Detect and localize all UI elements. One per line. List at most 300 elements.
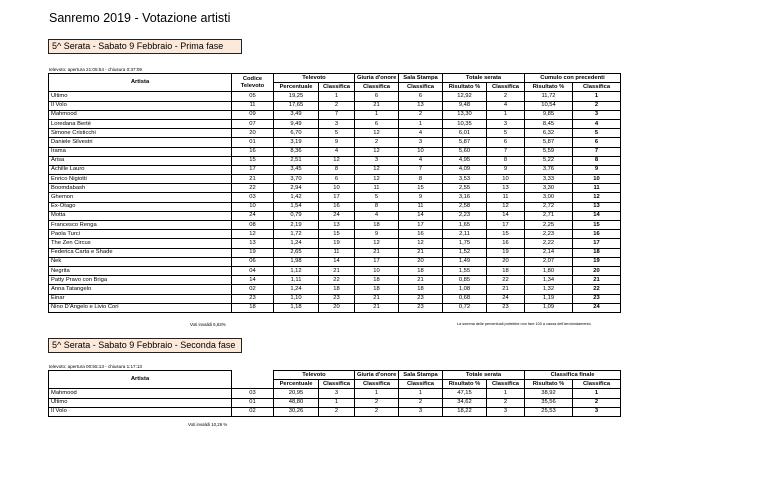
artist-cell: Daniele Silvestri: [49, 138, 232, 147]
televote-rank-cell: 18: [319, 285, 355, 294]
cumulative-rank-cell: 13: [573, 202, 621, 211]
code-cell: 03: [232, 389, 274, 398]
cumulative-rank-cell: 5: [573, 129, 621, 138]
total-pct-cell: 4,95: [443, 156, 487, 165]
televote-rank-cell: 8: [319, 165, 355, 174]
table-row: [49, 398, 621, 407]
cumulative-rank-cell: 9: [573, 165, 621, 174]
total-pct-cell: 2,55: [443, 184, 487, 193]
header-artist: Artista: [49, 74, 232, 92]
total-rank-cell: 2: [487, 92, 525, 101]
code-cell: 01: [232, 138, 274, 147]
code-cell: 23: [232, 294, 274, 303]
subheader-percentuale: Percentuale: [274, 83, 319, 92]
stampa-rank-cell: 10: [399, 147, 443, 156]
table-row: [49, 110, 621, 119]
televote-pct-cell: 1,42: [274, 193, 319, 202]
televote-pct-cell: 2,19: [274, 221, 319, 230]
stampa-rank-cell: 23: [399, 303, 443, 312]
giuria-rank-cell: 12: [355, 175, 399, 184]
code-cell: 11: [232, 101, 274, 110]
stampa-rank-cell: 15: [399, 184, 443, 193]
televote-info-first-phase: televoto: apertura 21:05:54 - chiusura 0:37:09: [49, 67, 142, 72]
header-giuria: Giuria d'onore: [355, 74, 399, 83]
total-pct-cell: 0,72: [443, 303, 487, 312]
artist-cell: Patty Pravo con Briga: [49, 276, 232, 285]
giuria-rank-cell: 9: [355, 230, 399, 239]
section-title-first-phase: 5^ Serata - Sabato 9 Febbraio - Prima fase: [48, 39, 242, 54]
televote-pct-cell: 1,24: [274, 239, 319, 248]
cumulative-pct-cell: 1,34: [525, 276, 573, 285]
table-row: [49, 303, 621, 312]
code-cell: 22: [232, 184, 274, 193]
table-row: [49, 276, 621, 285]
table-row: [49, 147, 621, 156]
artist-cell: Mahmood: [49, 389, 232, 398]
total-rank-cell: 4: [487, 101, 525, 110]
giuria-rank-cell: 12: [355, 147, 399, 156]
televote-rank-cell: 13: [319, 221, 355, 230]
total-rank-cell: 13: [487, 184, 525, 193]
artist-cell: Nino D'Angelo e Livio Cori: [49, 303, 232, 312]
subheader-classifica: Classifica: [573, 380, 621, 389]
total-rank-cell: 14: [487, 211, 525, 220]
giuria-rank-cell: 18: [355, 221, 399, 230]
total-pct-cell: 5,60: [443, 147, 487, 156]
giuria-rank-cell: 21: [355, 101, 399, 110]
table-row: [49, 92, 621, 101]
giuria-rank-cell: 2: [355, 138, 399, 147]
giuria-rank-cell: 12: [355, 239, 399, 248]
stampa-rank-cell: 2: [399, 398, 443, 407]
stampa-rank-cell: 23: [399, 294, 443, 303]
televote-rank-cell: 14: [319, 257, 355, 266]
cumulative-rank-cell: 18: [573, 248, 621, 257]
artist-cell: Enrico Nigiotti: [49, 175, 232, 184]
header-finale: Classifica finale: [525, 371, 621, 380]
cumulative-rank-cell: 23: [573, 294, 621, 303]
artist-cell: Einar: [49, 294, 232, 303]
giuria-rank-cell: 10: [355, 266, 399, 275]
televote-pct-cell: 6,70: [274, 129, 319, 138]
total-pct-cell: 6,01: [443, 129, 487, 138]
giuria-rank-cell: 21: [355, 248, 399, 257]
televote-rank-cell: 10: [319, 184, 355, 193]
televote-pct-cell: 3,49: [274, 110, 319, 119]
cumulative-pct-cell: 2,23: [525, 230, 573, 239]
artist-cell: Ghemon: [49, 193, 232, 202]
section-title-second-phase: 5^ Serata - Sabato 9 Febbraio - Seconda fase: [48, 338, 242, 353]
televote-pct-cell: 1,54: [274, 202, 319, 211]
total-rank-cell: 18: [487, 266, 525, 275]
cumulative-rank-cell: 1: [573, 92, 621, 101]
subheader-risultato: Risultato %: [525, 83, 573, 92]
giuria-rank-cell: 18: [355, 276, 399, 285]
televote-rank-cell: 1: [319, 398, 355, 407]
total-rank-cell: 16: [487, 239, 525, 248]
stampa-rank-cell: 14: [399, 211, 443, 220]
televote-pct-cell: 1,18: [274, 303, 319, 312]
code-cell: 10: [232, 202, 274, 211]
code-cell: 08: [232, 221, 274, 230]
cumulative-pct-cell: 9,85: [525, 110, 573, 119]
giuria-rank-cell: 6: [355, 92, 399, 101]
total-rank-cell: 23: [487, 303, 525, 312]
table-row: [49, 193, 621, 202]
table-row: [49, 257, 621, 266]
cumulative-pct-cell: 2,07: [525, 257, 573, 266]
total-rank-cell: 19: [487, 248, 525, 257]
televote-rank-cell: 1: [319, 92, 355, 101]
code-cell: 01: [232, 398, 274, 407]
cumulative-rank-cell: 12: [573, 193, 621, 202]
cumulative-pct-cell: 5,87: [525, 138, 573, 147]
giuria-rank-cell: 8: [355, 202, 399, 211]
artist-cell: Federica Carta e Shade: [49, 248, 232, 257]
code-cell: 06: [232, 257, 274, 266]
artist-cell: Il Volo: [49, 101, 232, 110]
code-cell: 02: [232, 407, 274, 416]
table-row: [49, 101, 621, 110]
televote-rank-cell: 15: [319, 230, 355, 239]
televote-rank-cell: 2: [319, 407, 355, 416]
televote-rank-cell: 3: [319, 119, 355, 128]
cumulative-rank-cell: 3: [573, 110, 621, 119]
final-pct-cell: 38,92: [525, 389, 573, 398]
table-row: [49, 156, 621, 165]
artist-cell: Arisa: [49, 156, 232, 165]
artist-cell: Simone Cristicchi: [49, 129, 232, 138]
total-rank-cell: 5: [487, 129, 525, 138]
stampa-rank-cell: 4: [399, 156, 443, 165]
artist-cell: Ex-Otago: [49, 202, 232, 211]
code-cell: 21: [232, 175, 274, 184]
total-pct-cell: 1,65: [443, 221, 487, 230]
total-rank-cell: 3: [487, 119, 525, 128]
televote-pct-cell: 30,26: [274, 407, 319, 416]
subheader-classifica: Classifica: [573, 83, 621, 92]
cumulative-rank-cell: 20: [573, 266, 621, 275]
televote-rank-cell: 17: [319, 193, 355, 202]
total-pct-cell: 2,58: [443, 202, 487, 211]
code-cell: 17: [232, 165, 274, 174]
cumulative-pct-cell: 3,00: [525, 193, 573, 202]
cumulative-pct-cell: 8,45: [525, 119, 573, 128]
cumulative-rank-cell: 8: [573, 156, 621, 165]
giuria-rank-cell: 2: [355, 407, 399, 416]
cumulative-rank-cell: 7: [573, 147, 621, 156]
cumulative-rank-cell: 24: [573, 303, 621, 312]
televote-rank-cell: 3: [319, 389, 355, 398]
televote-pct-cell: 0,79: [274, 211, 319, 220]
header-stampa: Sala Stampa: [399, 74, 443, 83]
giuria-rank-cell: 11: [355, 184, 399, 193]
total-rank-cell: 12: [487, 202, 525, 211]
final-pct-cell: 35,56: [525, 398, 573, 407]
televote-rank-cell: 12: [319, 156, 355, 165]
stampa-rank-cell: 3: [399, 407, 443, 416]
giuria-rank-cell: 1: [355, 389, 399, 398]
code-cell: 02: [232, 285, 274, 294]
header-code: Codice Televoto: [232, 74, 274, 92]
giuria-rank-cell: 6: [355, 119, 399, 128]
table-row: [49, 184, 621, 193]
artist-cell: Francesco Renga: [49, 221, 232, 230]
total-pct-cell: 9,48: [443, 101, 487, 110]
televote-rank-cell: 2: [319, 101, 355, 110]
code-cell: 04: [232, 266, 274, 275]
artist-cell: Mahmood: [49, 110, 232, 119]
total-pct-cell: 1,52: [443, 248, 487, 257]
subheader-percentuale: Percentuale: [274, 380, 319, 389]
header-totale: Totale serata: [443, 371, 525, 380]
televote-pct-cell: 2,65: [274, 248, 319, 257]
cumulative-rank-cell: 14: [573, 211, 621, 220]
cumulative-rank-cell: 22: [573, 285, 621, 294]
table-row: [49, 129, 621, 138]
artist-cell: Boomdabash: [49, 184, 232, 193]
cumulative-pct-cell: 1,80: [525, 266, 573, 275]
artist-cell: Motta: [49, 211, 232, 220]
code-cell: 15: [232, 156, 274, 165]
header-totale: Totale serata: [443, 74, 525, 83]
total-rank-cell: 15: [487, 230, 525, 239]
televote-pct-cell: 3,45: [274, 165, 319, 174]
total-rank-cell: 11: [487, 193, 525, 202]
total-pct-cell: 1,75: [443, 239, 487, 248]
total-pct-cell: 0,85: [443, 276, 487, 285]
total-rank-cell: 9: [487, 165, 525, 174]
cumulative-rank-cell: 16: [573, 230, 621, 239]
cumulative-pct-cell: 1,09: [525, 303, 573, 312]
subheader-risultato: Risultato %: [443, 380, 487, 389]
televote-rank-cell: 19: [319, 239, 355, 248]
cumulative-pct-cell: 2,25: [525, 221, 573, 230]
artist-cell: Ultimo: [49, 398, 232, 407]
total-pct-cell: 5,87: [443, 138, 487, 147]
cumulative-pct-cell: 1,19: [525, 294, 573, 303]
header-code-empty: [232, 371, 274, 389]
televote-pct-cell: 1,11: [274, 276, 319, 285]
stampa-rank-cell: 21: [399, 276, 443, 285]
subheader-classifica: Classifica: [319, 380, 355, 389]
televote-info-second-phase: televoto: apertura 00:55:13 - chiusura 1:17:13: [49, 364, 142, 369]
total-rank-cell: 2: [487, 398, 525, 407]
artist-cell: Nek: [49, 257, 232, 266]
total-rank-cell: 20: [487, 257, 525, 266]
subheader-classifica: Classifica: [355, 83, 399, 92]
televote-rank-cell: 5: [319, 129, 355, 138]
cumulative-rank-cell: 6: [573, 138, 621, 147]
invalid-votes-second-phase: Voti invalidi 10,26 %: [188, 422, 228, 427]
televote-pct-cell: 3,19: [274, 138, 319, 147]
total-pct-cell: 1,49: [443, 257, 487, 266]
giuria-rank-cell: 2: [355, 398, 399, 407]
total-pct-cell: 10,35: [443, 119, 487, 128]
table-row: [49, 248, 621, 257]
giuria-rank-cell: 1: [355, 110, 399, 119]
cumulative-pct-cell: 10,54: [525, 101, 573, 110]
code-cell: 03: [232, 193, 274, 202]
giuria-rank-cell: 4: [355, 211, 399, 220]
cumulative-pct-cell: 6,32: [525, 129, 573, 138]
code-cell: 19: [232, 248, 274, 257]
final-rank-cell: 3: [573, 407, 621, 416]
stampa-rank-cell: 11: [399, 202, 443, 211]
total-rank-cell: 21: [487, 285, 525, 294]
subheader-classifica: Classifica: [399, 83, 443, 92]
artist-cell: Paola Turci: [49, 230, 232, 239]
stampa-rank-cell: 21: [399, 248, 443, 257]
cumulative-pct-cell: 5,22: [525, 156, 573, 165]
cumulative-rank-cell: 4: [573, 119, 621, 128]
cumulative-rank-cell: 19: [573, 257, 621, 266]
subheader-risultato: Risultato %: [443, 83, 487, 92]
cumulative-pct-cell: 11,72: [525, 92, 573, 101]
televote-rank-cell: 21: [319, 266, 355, 275]
televote-pct-cell: 2,51: [274, 156, 319, 165]
stampa-rank-cell: 17: [399, 221, 443, 230]
televote-pct-cell: 20,95: [274, 389, 319, 398]
cumulative-pct-cell: 1,32: [525, 285, 573, 294]
cumulative-pct-cell: 3,30: [525, 184, 573, 193]
stampa-rank-cell: 18: [399, 266, 443, 275]
table-row: [49, 239, 621, 248]
cumulative-rank-cell: 15: [573, 221, 621, 230]
subheader-classifica: Classifica: [399, 380, 443, 389]
artist-cell: Irama: [49, 147, 232, 156]
cumulative-pct-cell: 2,22: [525, 239, 573, 248]
artist-cell: Achille Lauro: [49, 165, 232, 174]
total-pct-cell: 3,53: [443, 175, 487, 184]
cumulative-rank-cell: 10: [573, 175, 621, 184]
stampa-rank-cell: 18: [399, 285, 443, 294]
cumulative-pct-cell: 3,76: [525, 165, 573, 174]
subheader-risultato: Risultato %: [525, 380, 573, 389]
code-cell: 05: [232, 92, 274, 101]
subheader-classifica: Classifica: [355, 380, 399, 389]
stampa-rank-cell: 13: [399, 101, 443, 110]
artist-cell: Loredana Bertè: [49, 119, 232, 128]
total-rank-cell: 1: [487, 110, 525, 119]
total-pct-cell: 34,62: [443, 398, 487, 407]
code-cell: 14: [232, 276, 274, 285]
total-rank-cell: 7: [487, 147, 525, 156]
table-row: [49, 202, 621, 211]
total-rank-cell: 8: [487, 156, 525, 165]
giuria-rank-cell: 17: [355, 257, 399, 266]
results-table-first-phase: [48, 73, 621, 313]
header-televoto: Televoto: [274, 371, 355, 380]
total-pct-cell: 1,08: [443, 285, 487, 294]
televote-pct-cell: 19,25: [274, 92, 319, 101]
artist-cell: Anna Tatangelo: [49, 285, 232, 294]
total-pct-cell: 0,68: [443, 294, 487, 303]
table-row: [49, 266, 621, 275]
code-cell: 18: [232, 303, 274, 312]
header-televoto: Televoto: [274, 74, 355, 83]
stampa-rank-cell: 4: [399, 129, 443, 138]
cumulative-pct-cell: 2,72: [525, 202, 573, 211]
table-row: [49, 211, 621, 220]
stampa-rank-cell: 2: [399, 110, 443, 119]
giuria-rank-cell: 3: [355, 156, 399, 165]
cumulative-rank-cell: 2: [573, 101, 621, 110]
total-pct-cell: 13,30: [443, 110, 487, 119]
code-cell: 20: [232, 129, 274, 138]
giuria-rank-cell: 21: [355, 294, 399, 303]
code-cell: 12: [232, 230, 274, 239]
stampa-rank-cell: 1: [399, 119, 443, 128]
stampa-rank-cell: 12: [399, 239, 443, 248]
total-pct-cell: 47,15: [443, 389, 487, 398]
code-cell: 07: [232, 119, 274, 128]
table-row: [49, 285, 621, 294]
televote-rank-cell: 7: [319, 110, 355, 119]
total-pct-cell: 18,22: [443, 407, 487, 416]
televote-rank-cell: 24: [319, 211, 355, 220]
code-cell: 16: [232, 147, 274, 156]
table-row: [49, 175, 621, 184]
subheader-classifica: Classifica: [319, 83, 355, 92]
final-rank-cell: 1: [573, 389, 621, 398]
table-row: [49, 294, 621, 303]
header-artist: Artista: [49, 371, 232, 389]
giuria-rank-cell: 21: [355, 303, 399, 312]
televote-pct-cell: 8,36: [274, 147, 319, 156]
total-rank-cell: 10: [487, 175, 525, 184]
televote-pct-cell: 1,12: [274, 266, 319, 275]
stampa-rank-cell: 7: [399, 165, 443, 174]
total-rank-cell: 1: [487, 389, 525, 398]
table-row: [49, 221, 621, 230]
header-cumulo: Cumulo con precedenti: [525, 74, 621, 83]
subheader-classifica: Classifica: [487, 380, 525, 389]
total-pct-cell: 3,16: [443, 193, 487, 202]
stampa-rank-cell: 9: [399, 193, 443, 202]
stampa-rank-cell: 16: [399, 230, 443, 239]
total-rank-cell: 6: [487, 138, 525, 147]
televote-rank-cell: 23: [319, 294, 355, 303]
stampa-rank-cell: 3: [399, 138, 443, 147]
header-stampa: Sala Stampa: [399, 371, 443, 380]
televote-pct-cell: 17,65: [274, 101, 319, 110]
cumulative-rank-cell: 17: [573, 239, 621, 248]
final-pct-cell: 25,53: [525, 407, 573, 416]
subheader-classifica: Classifica: [487, 83, 525, 92]
televote-pct-cell: 1,24: [274, 285, 319, 294]
final-rank-cell: 2: [573, 398, 621, 407]
total-rank-cell: 22: [487, 276, 525, 285]
results-table-second-phase: [48, 370, 621, 417]
total-rank-cell: 3: [487, 407, 525, 416]
code-cell: 24: [232, 211, 274, 220]
code-cell: 09: [232, 110, 274, 119]
artist-cell: Ultimo: [49, 92, 232, 101]
giuria-rank-cell: 12: [355, 165, 399, 174]
televote-rank-cell: 9: [319, 138, 355, 147]
stampa-rank-cell: 1: [399, 389, 443, 398]
giuria-rank-cell: 18: [355, 285, 399, 294]
table-row: [49, 119, 621, 128]
total-rank-cell: 24: [487, 294, 525, 303]
table-row: [49, 165, 621, 174]
televote-rank-cell: 16: [319, 202, 355, 211]
televote-rank-cell: 6: [319, 175, 355, 184]
total-rank-cell: 17: [487, 221, 525, 230]
artist-cell: The Zen Circus: [49, 239, 232, 248]
total-pct-cell: 4,09: [443, 165, 487, 174]
